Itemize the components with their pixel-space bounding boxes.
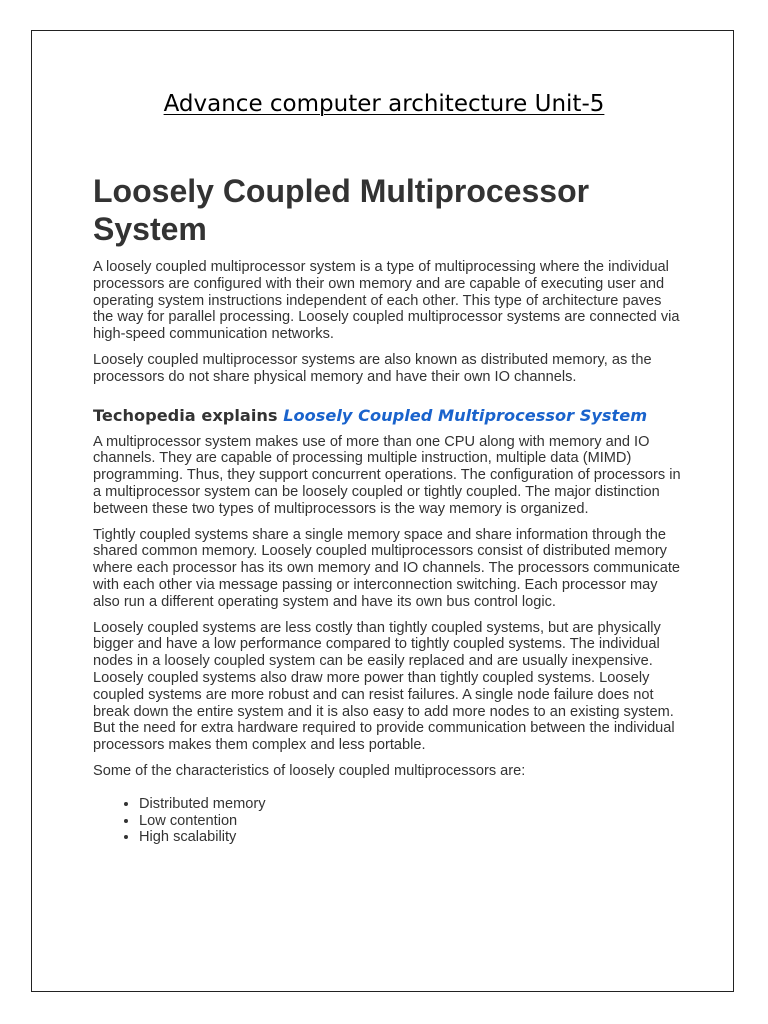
body-paragraph-4: Some of the characteristics of loosely coupled multiprocessors are: [93,762,526,779]
characteristics-list [93,796,683,846]
explains-prefix: Techopedia explains [93,405,284,425]
intro-paragraph-1: A loosely coupled multiprocessor system is a type of multiprocessing where the individual processors are configured with their own memory and are capable of executing user and operating system instructions independent of each other. This type of architecture paves the way for parallel processing. Loosely coupled multiprocessor systems are connected via high-speed communication networks. [93,259,680,343]
explains-heading [93,406,683,425]
list-item: • Low contention [139,813,683,830]
article-heading: Loosely Coupled Multiprocessor System [93,173,590,247]
list-item: • Distributed memory [139,796,683,813]
body-paragraph-1: A multiprocessor system makes use of more than one CPU along with memory and IO channels. They are capable of processing multiple instruction, multiple data (MIMD) programming. Thus, they support concurrent operations. The configuration of processors in a multiprocessor system can be loosely coupled or tightly coupled. The major distinction between these two types of multiprocessors is the way memory is organized. [93,433,681,517]
intro-paragraph-2: Loosely coupled multiprocessor systems are also known as distributed memory, as the processors do not share physical memory and have their own IO channels. [93,351,652,385]
body-paragraph-3: Loosely coupled systems are less costly than tightly coupled systems, but are physically bigger and have a low performance compared to tightly coupled systems. The individual nodes in a loosely coupled system can be easily replaced and are usually inexpensive. Loosely coupled systems also draw more power than tightly coupled systems. Loosely coupled systems are more robust and can resist failures. A single node failure does not break down the entire system and it is also easy to add more nodes to an existing system. But the need for extra hardware required to provide communication between the individual processors makes them complex and less portable. [93,619,675,754]
article-content [93,172,683,846]
list-item: • High scalability [139,829,683,846]
body-paragraph-2: Tightly coupled systems share a single memory space and share information through the shared common memory. Loosely coupled multiprocessors consist of distributed memory where each processor has its own memory and IO channels. The processors communicate with each other via message passing or interconnection switching. Each processor may also run a different operating system and have its own bus control logic. [93,526,680,610]
explains-link[interactable]: Loosely Coupled Multiprocessor System [283,405,648,425]
document-title: Advance computer architecture Unit-5 [163,91,605,117]
